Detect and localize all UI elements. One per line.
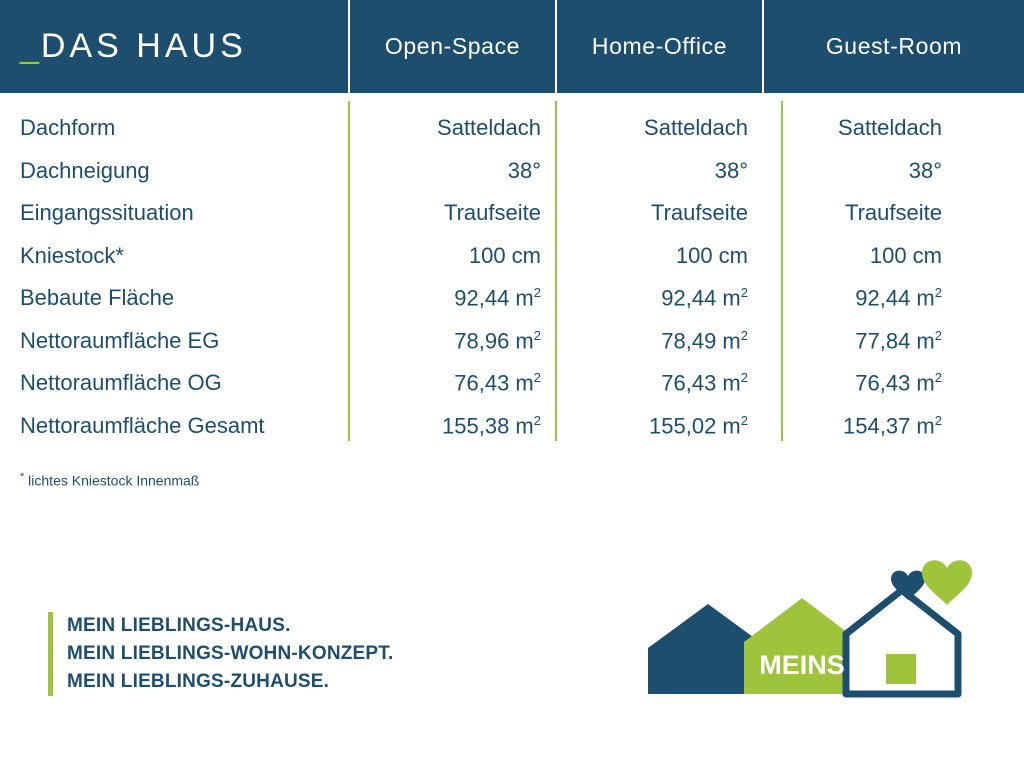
unit-exponent: 2 [740, 370, 748, 386]
unit-exponent: 2 [740, 412, 748, 428]
unit-exponent: 2 [533, 370, 541, 386]
row-label: Dachneigung [20, 157, 150, 183]
row-value-open-space [348, 370, 555, 396]
row-value-guest-room: Traufseite [844, 200, 942, 226]
row-value-home-office: 38° [714, 157, 748, 183]
slogan-lines [67, 612, 393, 696]
logo-wordmark: MEINS [759, 650, 845, 680]
row-value-home-office [555, 328, 762, 354]
slogan-accent-bar [48, 612, 53, 696]
row-value-home-office [555, 285, 762, 311]
row-value-home-office: Satteldach [644, 115, 748, 141]
table-row [0, 235, 1024, 278]
unit-exponent: 2 [533, 412, 541, 428]
unit-exponent: 2 [533, 285, 541, 301]
value-text: 76,43 m [855, 370, 935, 396]
row-value-guest-room [762, 370, 1024, 396]
brand-title [20, 27, 247, 66]
row-value-guest-room: 38° [908, 157, 942, 183]
row-value-home-office: Traufseite [650, 200, 748, 226]
row-value-open-space [348, 413, 555, 439]
unit-exponent: 2 [740, 327, 748, 343]
row-value-guest-room [762, 413, 1024, 439]
value-text: 76,43 m [661, 370, 741, 396]
row-label: Nettoraumfläche EG [20, 327, 220, 353]
value-text: 78,96 m [454, 327, 534, 353]
row-label: Bebaute Fläche [20, 285, 175, 311]
row-label: Nettoraumfläche OG [20, 370, 222, 396]
brand-title-text: DAS HAUS [40, 27, 247, 65]
slogan-line-3: MEIN LIEBLINGS-ZUHAUSE. [67, 671, 330, 692]
value-text: 76,43 m [454, 370, 534, 396]
unit-exponent: 2 [740, 285, 748, 301]
value-text: 154,37 m [843, 412, 935, 438]
slogan-line-1: MEIN LIEBLINGS-HAUS. [67, 615, 291, 636]
table-header [0, 0, 1024, 93]
row-value-open-space [348, 285, 555, 311]
column-header-guest-room: Guest-Room [762, 0, 1024, 93]
table-row [0, 362, 1024, 405]
heart-large-icon [922, 560, 972, 605]
row-value-open-space: 38° [507, 157, 541, 183]
table-row [0, 107, 1024, 150]
row-value-open-space: Traufseite [443, 200, 541, 226]
unit-exponent: 2 [934, 327, 942, 343]
footnote [0, 471, 1024, 489]
unit-exponent: 2 [934, 370, 942, 386]
page-title [0, 0, 348, 93]
row-value-guest-room [762, 285, 1024, 311]
row-value-open-space: Satteldach [437, 115, 541, 141]
brand-logo [640, 556, 980, 716]
spec-table [0, 93, 1024, 489]
row-value-open-space: 100 cm [468, 242, 541, 268]
slogan-line-2: MEIN LIEBLINGS-WOHN-KONZEPT. [67, 643, 394, 664]
value-text: 78,49 m [661, 327, 741, 353]
column-header-home-office: Home-Office [555, 0, 762, 93]
value-text: 92,44 m [661, 285, 741, 311]
row-label: Nettoraumfläche Gesamt [20, 412, 265, 438]
footnote-text: lichtes Kniestock Innenmaß [24, 472, 200, 489]
column-header-open-space: Open-Space [348, 0, 555, 93]
row-value-home-office: 100 cm [675, 242, 748, 268]
row-value-open-space [348, 328, 555, 354]
footnote-marker: * [20, 471, 25, 483]
row-value-guest-room: Satteldach [838, 115, 942, 141]
row-value-guest-room [762, 328, 1024, 354]
row-value-guest-room: 100 cm [869, 242, 942, 268]
row-label: Kniestock* [20, 242, 124, 268]
row-value-home-office [555, 413, 762, 439]
table-row [0, 277, 1024, 320]
unit-exponent: 2 [934, 412, 942, 428]
underscore-accent: _ [20, 27, 39, 65]
unit-exponent: 2 [934, 285, 942, 301]
row-value-home-office [555, 370, 762, 396]
window-icon [886, 654, 916, 684]
row-label: Eingangssituation [20, 200, 194, 226]
table-row [0, 150, 1024, 193]
table-row [0, 192, 1024, 235]
logo-graphic [640, 556, 980, 716]
slogan-block [48, 612, 393, 696]
unit-exponent: 2 [533, 327, 541, 343]
value-text: 92,44 m [454, 285, 534, 311]
value-text: 92,44 m [855, 285, 935, 311]
table-row [0, 320, 1024, 363]
value-text: 77,84 m [855, 327, 935, 353]
value-text: 155,38 m [442, 412, 534, 438]
row-label: Dachform [20, 115, 116, 141]
value-text: 155,02 m [649, 412, 741, 438]
table-row [0, 405, 1024, 448]
